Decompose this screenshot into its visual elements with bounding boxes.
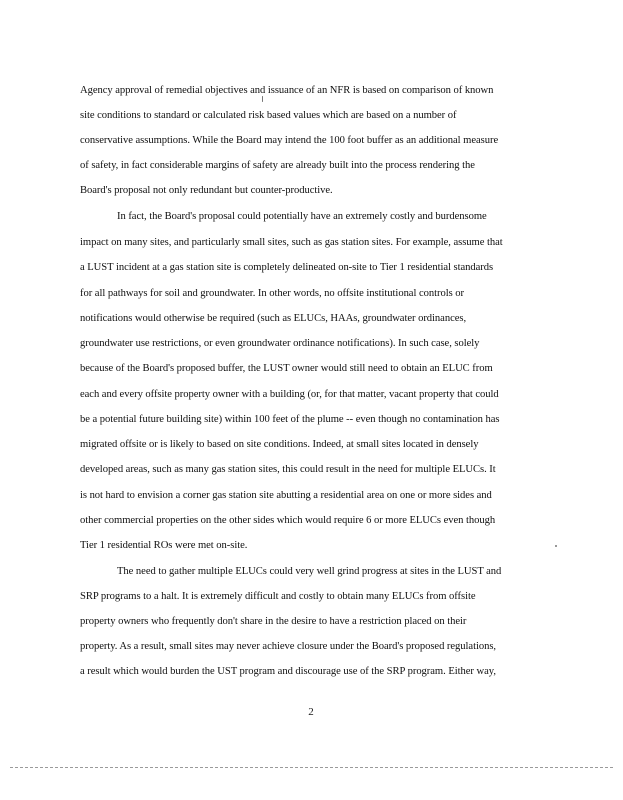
- scan-edge-rule: [10, 767, 613, 768]
- paragraph-3-line-2: SRP programs to a halt. It is extremely difficult and costly to obtain many ELUCs from offsite: [80, 591, 476, 602]
- paragraph-3-line-3: property owners who frequently don't share in the desire to have a restriction placed on their: [80, 616, 467, 627]
- scan-speck: [555, 545, 557, 547]
- paragraph-2-line-5: notifications would otherwise be required (such as ELUCs, HAAs, groundwater ordinances,: [80, 313, 467, 324]
- paragraph-2-line-12: is not hard to envision a corner gas station site abutting a residential area on one or more sides and: [80, 490, 492, 501]
- paragraph-2-line-2: impact on many sites, and particularly small sites, such as gas station sites. For example, assume that: [80, 237, 503, 248]
- paragraph-2-line-6: groundwater use restrictions, or even groundwater ordinance notifications). In such case, solely: [80, 338, 480, 349]
- paragraph-2-line-10: migrated offsite or is likely to based on site conditions. Indeed, at small sites located in densely: [80, 439, 479, 450]
- paragraph-1-line-2: site conditions to standard or calculated risk based values which are based on a number of: [80, 110, 457, 121]
- paragraph-1-line-5: Board's proposal not only redundant but counter-productive.: [80, 185, 333, 196]
- paragraph-2-line-4: for all pathways for soil and groundwater. In other words, no offsite institutional controls or: [80, 288, 465, 299]
- paragraph-2-line-3: a LUST incident at a gas station site is completely delineated on-site to Tier 1 residential standards: [80, 262, 494, 273]
- scan-speck: [262, 96, 263, 102]
- paragraph-2-line-9: be a potential future building site) within 100 feet of the plume -- even though no contamination has: [80, 414, 500, 425]
- paragraph-2-line-1: In fact, the Board's proposal could potentially have an extremely costly and burdensome: [117, 211, 487, 222]
- paragraph-1-line-1: Agency approval of remedial objectives and issuance of an NFR is based on comparison of known: [80, 85, 494, 96]
- page-number: 2: [308, 706, 314, 718]
- paragraph-3-line-4: property. As a result, small sites may never achieve closure under the Board's proposed regulations,: [80, 641, 497, 652]
- paragraph-2-line-13: other commercial properties on the other sides which would require 6 or more ELUCs even though: [80, 515, 496, 526]
- paragraph-2-line-8: each and every offsite property owner with a building (or, for that matter, vacant property that could: [80, 389, 499, 400]
- paragraph-2-line-11: developed areas, such as many gas station sites, this could result in the need for multiple ELUCs. It: [80, 464, 496, 475]
- paragraph-1-line-3: conservative assumptions. While the Board may intend the 100 foot buffer as an additional measure: [80, 135, 499, 146]
- paragraph-3-line-5: a result which would burden the UST program and discourage use of the SRP program. Either way,: [80, 666, 496, 677]
- paragraph-3-line-1: The need to gather multiple ELUCs could very well grind progress at sites in the LUST and: [117, 566, 502, 577]
- paragraph-2-line-14: Tier 1 residential ROs were met on-site.: [80, 540, 248, 551]
- paragraph-2-line-7: because of the Board's proposed buffer, the LUST owner would still need to obtain an ELUC from: [80, 363, 493, 374]
- paragraph-1-line-4: of safety, in fact considerable margins of safety are already built into the process rendering the: [80, 160, 475, 171]
